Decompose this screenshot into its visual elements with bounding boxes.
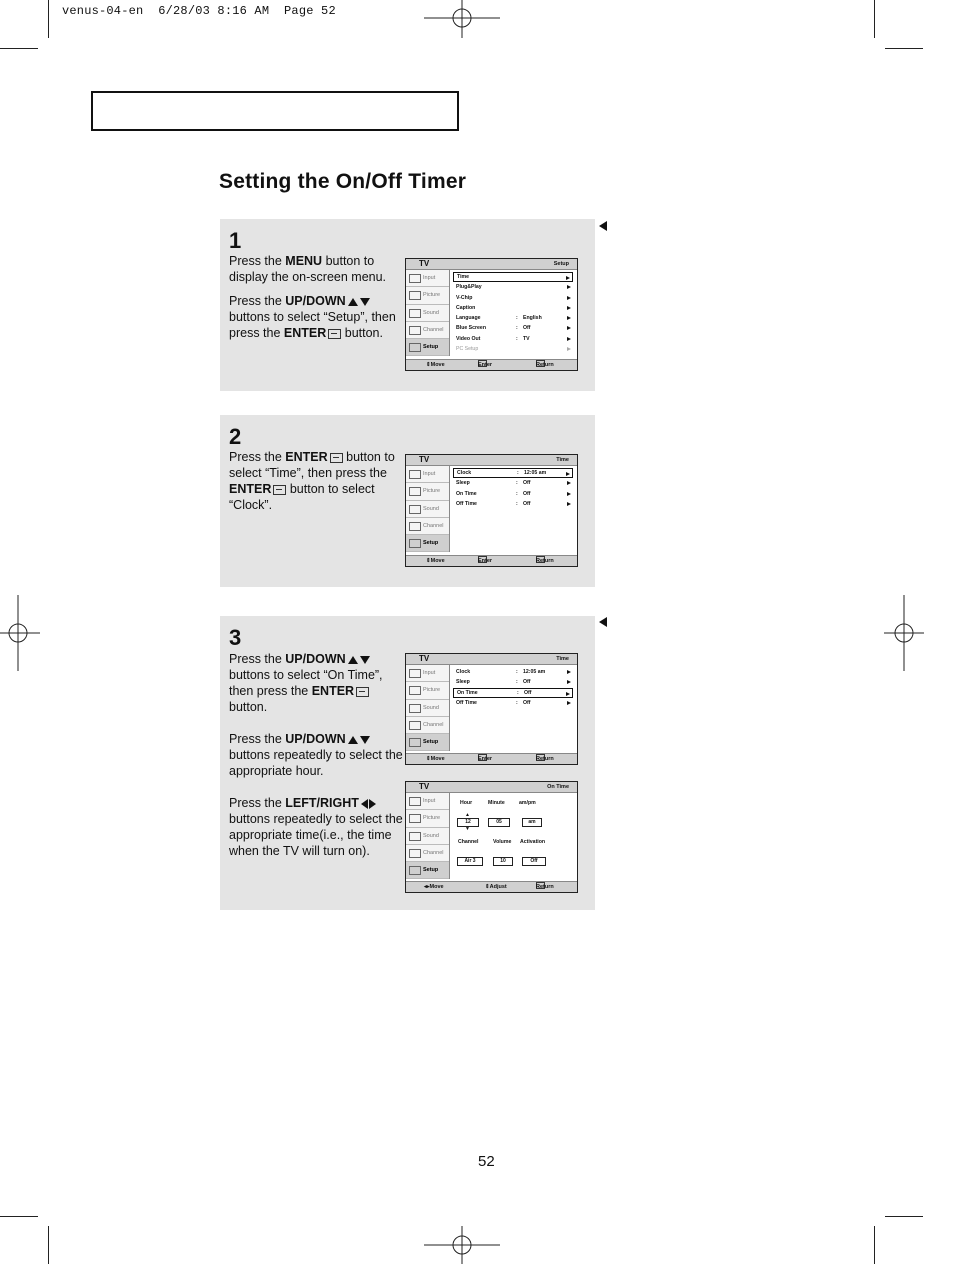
osd-element: TV xyxy=(419,782,430,791)
osd-element: Channel xyxy=(406,322,449,339)
osd-on-time-screen xyxy=(405,781,578,893)
osd-element xyxy=(406,555,577,566)
step-instructions: Press the ENTER button to select “Time”, then press the ENTER button to select “Clock”. xyxy=(229,450,395,512)
osd-element: Input xyxy=(406,665,449,682)
minute-label: Minute xyxy=(488,800,505,806)
osd-element: Plug&Play xyxy=(456,284,482,291)
osd-element: Enter xyxy=(478,558,493,564)
osd-element: Setup xyxy=(406,734,449,751)
right-arrow-icon xyxy=(369,799,376,809)
osd-element: TV xyxy=(419,455,430,464)
osd-element: Return xyxy=(536,362,554,368)
menu-row xyxy=(453,499,573,509)
osd-element: Enter xyxy=(478,756,493,762)
osd-element xyxy=(406,881,577,892)
osd-element: Caption xyxy=(456,304,476,311)
osd-element: On Time xyxy=(547,784,569,790)
osd-element: Off Time xyxy=(456,500,477,507)
setup-icon xyxy=(409,539,421,548)
osd-element: Off Time xyxy=(456,699,477,706)
activation-label: Activation xyxy=(520,839,546,845)
picture-icon xyxy=(409,686,421,695)
osd-element: Move xyxy=(430,558,445,564)
osd-element: Blue Screen xyxy=(456,325,486,332)
left-arrow-icon xyxy=(361,799,368,809)
osd-element: Sleep xyxy=(456,480,470,487)
minute-field[interactable]: 05 xyxy=(488,818,510,827)
osd-element xyxy=(567,492,571,496)
step-number: 1 xyxy=(229,228,242,253)
osd-element: : xyxy=(516,679,518,686)
osd-setup-screen xyxy=(405,258,578,371)
down-arrow-icon xyxy=(360,298,370,306)
up-arrow-icon xyxy=(348,298,358,306)
menu-row xyxy=(453,344,573,354)
picture-icon xyxy=(409,814,421,823)
channel-icon xyxy=(409,522,421,531)
ampm-field[interactable]: am xyxy=(522,818,542,827)
osd-element: TV xyxy=(419,259,430,268)
menu-row xyxy=(453,677,573,687)
crop-mark xyxy=(0,48,38,49)
osd-element: Channel xyxy=(406,717,449,734)
page-title: Setting the On/Off Timer xyxy=(219,170,467,193)
hour-field[interactable]: 12 xyxy=(457,818,479,827)
osd-element: Sound xyxy=(406,305,449,322)
osd-element: : xyxy=(516,480,518,487)
osd-element: V-Chip xyxy=(456,294,473,301)
osd-element xyxy=(567,347,571,351)
osd-element: Picture xyxy=(406,483,449,500)
osd-element: Input xyxy=(406,793,449,810)
osd-element: TV xyxy=(419,654,430,663)
osd-element: Off xyxy=(523,480,531,487)
osd-element: : xyxy=(516,335,518,342)
osd-element xyxy=(453,468,573,509)
osd-element: : xyxy=(516,325,518,332)
osd-element: Move xyxy=(430,362,445,368)
osd-element: ▲ xyxy=(465,812,470,818)
registration-mark xyxy=(424,1226,500,1264)
down-arrow-icon xyxy=(360,656,370,664)
osd-element: On Time xyxy=(456,490,477,497)
crop-mark xyxy=(885,1216,923,1217)
menu-row xyxy=(453,334,573,344)
sound-icon xyxy=(409,704,421,713)
osd-element: ◂▸ Move xyxy=(424,884,444,890)
osd-element: Time xyxy=(556,457,569,463)
osd-element xyxy=(406,793,450,879)
sound-icon xyxy=(409,309,421,318)
menu-row xyxy=(453,667,573,677)
enter-icon xyxy=(330,453,343,463)
crop-mark xyxy=(874,0,875,38)
osd-element: Return xyxy=(536,884,554,890)
osd-element xyxy=(567,296,571,300)
osd-element: Picture xyxy=(406,287,449,304)
menu-row xyxy=(453,293,573,303)
crop-mark xyxy=(48,0,49,38)
side-marker xyxy=(599,221,607,231)
osd-element: Off xyxy=(524,689,532,696)
step-number: 3 xyxy=(229,625,242,650)
channel-icon xyxy=(409,721,421,730)
osd-element: Sound xyxy=(406,700,449,717)
menu-row xyxy=(453,313,573,323)
sound-icon xyxy=(409,832,421,841)
osd-element: Setup xyxy=(406,535,449,552)
side-marker xyxy=(599,617,607,627)
activation-field[interactable]: Off xyxy=(522,857,546,866)
osd-element: Channel xyxy=(406,518,449,535)
osd-element: Move xyxy=(429,884,444,890)
osd-element: Picture xyxy=(406,810,449,827)
enter-icon xyxy=(328,329,341,339)
input-icon xyxy=(409,669,421,678)
osd-element xyxy=(566,276,570,280)
enter-icon xyxy=(356,687,369,697)
osd-element: ⇕ Move xyxy=(426,558,445,564)
setup-icon xyxy=(409,866,421,875)
osd-element: : xyxy=(516,669,518,675)
channel-label: Channel xyxy=(458,839,479,845)
osd-element: Adjust xyxy=(489,884,507,890)
menu-row xyxy=(453,688,573,698)
osd-element xyxy=(566,692,570,696)
print-slug: venus-04-en 6/28/03 8:16 AM Page 52 xyxy=(62,4,336,18)
osd-element: Sleep xyxy=(456,679,470,686)
osd-element: On Time xyxy=(457,689,478,696)
osd-element: ⇕ Move xyxy=(426,756,445,762)
down-arrow-icon xyxy=(360,736,370,744)
osd-element: TV xyxy=(523,335,530,342)
enter-icon xyxy=(273,485,286,495)
osd-element: : xyxy=(516,315,518,322)
channel-icon xyxy=(409,326,421,335)
osd-element: Time xyxy=(556,656,569,662)
osd-element: : xyxy=(516,490,518,497)
menu-row xyxy=(453,698,573,708)
osd-element: Enter xyxy=(478,362,493,368)
volume-field[interactable]: 10 xyxy=(493,857,513,866)
osd-time-screen xyxy=(405,653,578,765)
osd-element xyxy=(406,259,577,270)
menu-row xyxy=(453,478,573,488)
volume-label: Volume xyxy=(493,839,512,845)
osd-element: Input xyxy=(406,466,449,483)
input-icon xyxy=(409,470,421,479)
registration-mark xyxy=(424,0,500,40)
osd-element: Sound xyxy=(406,501,449,518)
osd-element xyxy=(406,782,577,793)
osd-element: Setup xyxy=(406,339,449,356)
osd-element xyxy=(406,654,577,665)
osd-element: Sound xyxy=(406,828,449,845)
osd-element: : xyxy=(516,699,518,706)
osd-element xyxy=(567,316,571,320)
osd-element xyxy=(453,272,573,354)
osd-element: Move xyxy=(430,756,445,762)
osd-element xyxy=(566,472,570,476)
setup-icon xyxy=(409,738,421,747)
osd-element xyxy=(406,270,450,356)
osd-element: : xyxy=(517,470,519,476)
ampm-label: am/pm xyxy=(519,800,536,806)
osd-element xyxy=(453,667,573,708)
osd-element: Language xyxy=(456,315,481,322)
osd-element xyxy=(406,455,577,466)
menu-row xyxy=(453,282,573,292)
sound-icon xyxy=(409,505,421,514)
osd-element: : xyxy=(516,500,518,507)
up-arrow-icon xyxy=(348,736,358,744)
osd-element xyxy=(567,326,571,330)
channel-icon xyxy=(409,849,421,858)
osd-time-screen xyxy=(405,454,578,567)
picture-icon xyxy=(409,291,421,300)
step-instructions: Press the UP/DOWN buttons to select “On Time”, then press the ENTER button. Press the UP/DOWN buttons repeatedly to select the appropriate hour. Press the LEFT/RIGHT buttons repeatedly to select the appropriate time(i.e., the time when the TV will turn on). xyxy=(229,652,403,858)
osd-element xyxy=(406,753,577,764)
osd-element: Off xyxy=(523,679,531,686)
osd-element: Off xyxy=(523,699,531,706)
osd-element: PC Setup xyxy=(456,346,479,353)
osd-element xyxy=(567,701,571,705)
header-box xyxy=(91,91,459,131)
osd-element xyxy=(406,359,577,370)
osd-element: : xyxy=(517,689,519,696)
page-number: 52 xyxy=(478,1153,495,1170)
osd-element: ⇕ Adjust xyxy=(485,884,507,890)
osd-element: Video Out xyxy=(456,335,481,342)
menu-row xyxy=(453,323,573,333)
osd-element: 12:05 am xyxy=(523,669,546,675)
crop-mark xyxy=(885,48,923,49)
osd-element: English xyxy=(523,315,542,322)
osd-element: Picture xyxy=(406,682,449,699)
registration-mark xyxy=(0,595,40,671)
input-icon xyxy=(409,797,421,806)
osd-element: Setup xyxy=(406,862,449,879)
osd-element xyxy=(406,665,450,751)
osd-element xyxy=(567,680,571,684)
crop-mark xyxy=(48,1226,49,1264)
channel-field[interactable]: Air 3 xyxy=(457,857,483,866)
step-number: 2 xyxy=(229,424,242,449)
menu-row xyxy=(453,468,573,478)
osd-element xyxy=(567,285,571,289)
input-icon xyxy=(409,274,421,283)
step-1-panel xyxy=(220,219,595,391)
step-3-panel xyxy=(220,616,595,910)
hour-label: Hour xyxy=(460,800,473,806)
osd-element: 12:05 am xyxy=(524,470,547,476)
picture-icon xyxy=(409,487,421,496)
osd-element: Return xyxy=(536,756,554,762)
osd-element: Clock xyxy=(457,470,472,476)
osd-element: ⇕ Move xyxy=(426,362,445,368)
menu-row xyxy=(453,303,573,313)
osd-element: Setup xyxy=(553,261,569,267)
osd-element xyxy=(567,670,571,674)
osd-element: Input xyxy=(406,270,449,287)
osd-element: Channel xyxy=(406,845,449,862)
osd-element xyxy=(406,466,450,552)
osd-element: ▼ xyxy=(465,826,470,832)
osd-element: Clock xyxy=(456,669,471,675)
setup-icon xyxy=(409,343,421,352)
step-instructions: Press the MENU button to display the on-screen menu. Press the UP/DOWN buttons to select “Setup”, then press the ENTER button. xyxy=(229,254,396,340)
osd-element: Time xyxy=(457,274,470,280)
step-2-panel xyxy=(220,415,595,587)
menu-row xyxy=(453,489,573,499)
osd-element xyxy=(567,337,571,341)
crop-mark xyxy=(874,1226,875,1264)
menu-row xyxy=(453,272,573,282)
crop-mark xyxy=(0,1216,38,1217)
osd-element xyxy=(567,481,571,485)
osd-element xyxy=(567,502,571,506)
up-arrow-icon xyxy=(348,656,358,664)
osd-element: Return xyxy=(536,558,554,564)
osd-element: Off xyxy=(523,325,531,332)
osd-element: Off xyxy=(523,500,531,507)
osd-element xyxy=(567,306,571,310)
osd-element: Off xyxy=(523,490,531,497)
registration-mark xyxy=(884,595,924,671)
